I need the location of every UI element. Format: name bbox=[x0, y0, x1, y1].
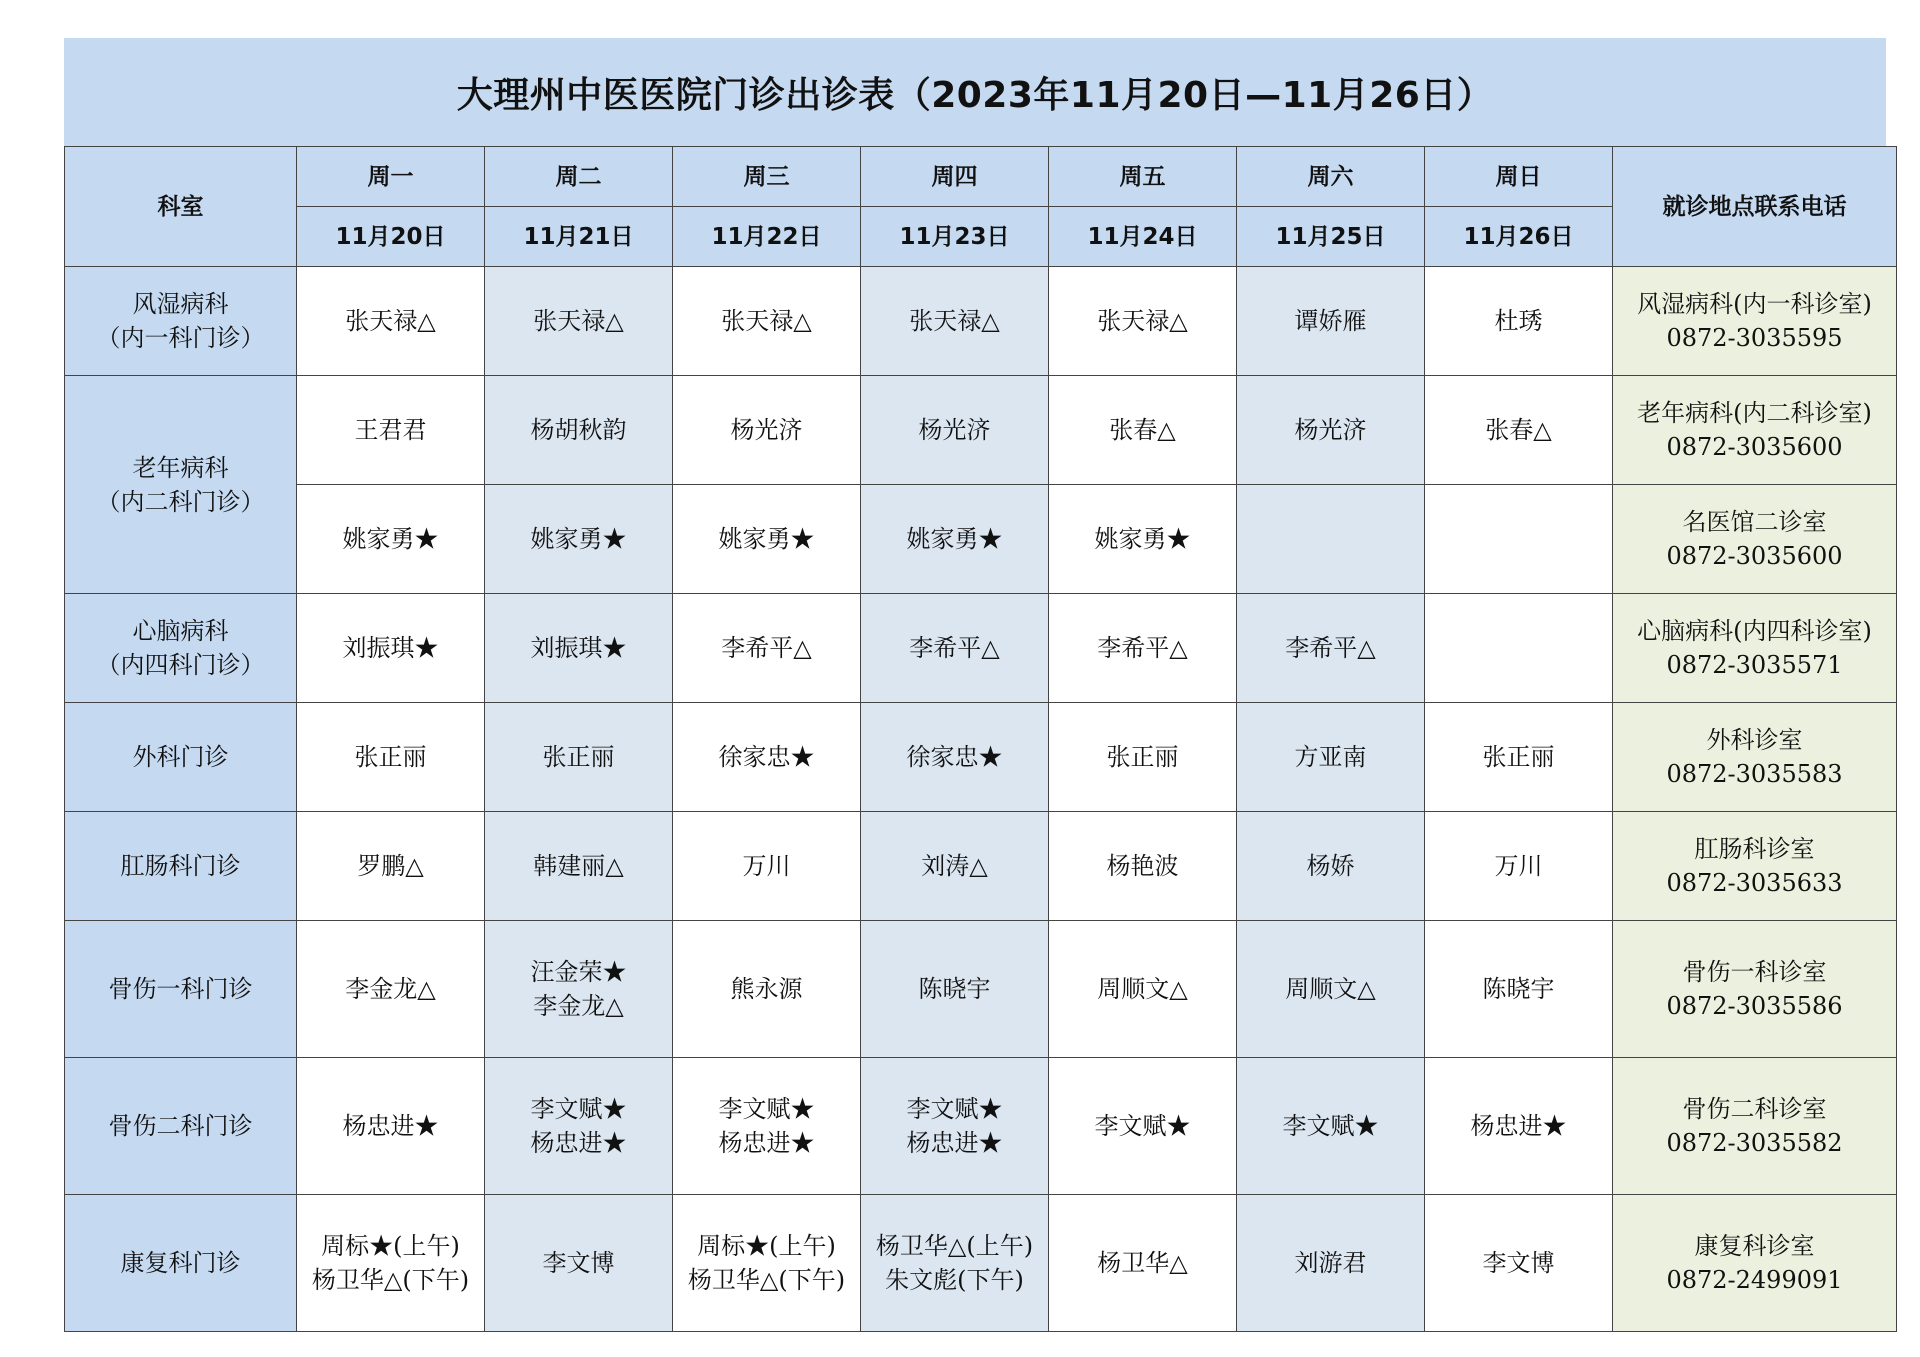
table-row bbox=[65, 1195, 1897, 1332]
doctor-cell bbox=[1237, 376, 1425, 485]
doctor-cell bbox=[297, 485, 485, 594]
doctor-cell bbox=[1049, 267, 1237, 376]
doctor-cell-text: 李希平△ bbox=[909, 634, 1000, 662]
doctor-cell-text: 熊永源 bbox=[730, 975, 803, 1003]
doctor-cell-text: 刘游君 bbox=[1294, 1249, 1367, 1277]
doctor-cell bbox=[297, 267, 485, 376]
doctor-cell-text: 杨光济 bbox=[1294, 416, 1367, 444]
doctor-cell bbox=[1049, 376, 1237, 485]
header-dept: 科室 bbox=[65, 147, 297, 267]
doctor-cell-text: 姚家勇★ bbox=[342, 525, 439, 553]
doctor-cell bbox=[485, 485, 673, 594]
contact-cell-text: 0872-3035583 bbox=[1666, 760, 1843, 788]
table-row bbox=[65, 267, 1897, 376]
header-date: 11月24日 bbox=[1049, 207, 1237, 267]
doctor-cell bbox=[1237, 594, 1425, 703]
doctor-cell bbox=[673, 267, 861, 376]
doctor-cell bbox=[297, 1058, 485, 1195]
doctor-cell bbox=[673, 1058, 861, 1195]
doctor-cell-text: 张天禄△ bbox=[721, 307, 812, 335]
doctor-cell bbox=[673, 594, 861, 703]
contact-cell-text: 0872-3035600 bbox=[1666, 433, 1843, 461]
table-row bbox=[65, 594, 1897, 703]
doctor-cell bbox=[1237, 485, 1425, 594]
doctor-cell-text: 张正丽 bbox=[1106, 743, 1179, 771]
schedule-table bbox=[64, 146, 1897, 1332]
doctor-cell-text: 方亚南 bbox=[1294, 743, 1367, 771]
doctor-cell bbox=[1049, 921, 1237, 1058]
doctor-cell-text: 刘涛△ bbox=[921, 852, 988, 880]
doctor-cell bbox=[1049, 485, 1237, 594]
doctor-cell-text: 李希平△ bbox=[1097, 634, 1188, 662]
doctor-cell-text: 谭娇雁 bbox=[1294, 307, 1367, 335]
table-row bbox=[65, 812, 1897, 921]
doctor-cell-text: 姚家勇★ bbox=[530, 525, 627, 553]
doctor-cell-text: 罗鹏△ bbox=[357, 852, 424, 880]
doctor-cell bbox=[1425, 267, 1613, 376]
doctor-cell bbox=[485, 703, 673, 812]
doctor-cell-text: 朱文彪(下午) bbox=[885, 1266, 1024, 1294]
dept-cell-text: （内四科门诊） bbox=[96, 651, 265, 679]
header-date: 11月23日 bbox=[861, 207, 1049, 267]
doctor-cell-text: 李文赋★ bbox=[1282, 1112, 1379, 1140]
doctor-cell-text: 刘振琪★ bbox=[530, 634, 627, 662]
doctor-cell bbox=[1049, 703, 1237, 812]
doctor-cell bbox=[673, 485, 861, 594]
doctor-cell-text: 李文博 bbox=[1482, 1249, 1555, 1277]
dept-cell bbox=[65, 812, 297, 921]
doctor-cell bbox=[485, 1058, 673, 1195]
doctor-cell-text: 杨卫华△(下午) bbox=[687, 1266, 846, 1294]
contact-cell bbox=[1613, 594, 1897, 703]
table-row bbox=[65, 485, 1897, 594]
doctor-cell bbox=[1049, 812, 1237, 921]
contact-cell-text: 老年病科(内二科诊室) bbox=[1637, 399, 1872, 427]
doctor-cell bbox=[1237, 921, 1425, 1058]
doctor-cell-text: 万川 bbox=[742, 852, 791, 880]
doctor-cell bbox=[1425, 812, 1613, 921]
doctor-cell bbox=[673, 1195, 861, 1332]
doctor-cell bbox=[485, 376, 673, 485]
dept-cell-text: 风湿病科 bbox=[132, 290, 229, 318]
doctor-cell bbox=[297, 703, 485, 812]
contact-cell-text: 0872-3035582 bbox=[1666, 1129, 1843, 1157]
dept-cell-text: 康复科门诊 bbox=[120, 1249, 241, 1277]
doctor-cell-text: 姚家勇★ bbox=[718, 525, 815, 553]
doctor-cell bbox=[297, 812, 485, 921]
doctor-cell bbox=[1425, 703, 1613, 812]
contact-cell-text: 0872-3035586 bbox=[1666, 992, 1843, 1020]
doctor-cell-text: 杨光济 bbox=[918, 416, 991, 444]
doctor-cell-text: 李金龙△ bbox=[533, 992, 624, 1020]
doctor-cell-text: 韩建丽△ bbox=[533, 852, 624, 880]
doctor-cell bbox=[861, 376, 1049, 485]
contact-cell-text: 外科诊室 bbox=[1706, 726, 1803, 754]
contact-cell-text: 0872-3035571 bbox=[1666, 651, 1843, 679]
doctor-cell-text: 杨忠进★ bbox=[530, 1129, 627, 1157]
header-date: 11月22日 bbox=[673, 207, 861, 267]
contact-cell-text: 0872-3035600 bbox=[1666, 542, 1843, 570]
doctor-cell bbox=[673, 376, 861, 485]
doctor-cell-text: 杨忠进★ bbox=[1470, 1112, 1567, 1140]
header-date: 11月26日 bbox=[1425, 207, 1613, 267]
doctor-cell bbox=[1425, 1058, 1613, 1195]
table-row bbox=[65, 703, 1897, 812]
contact-cell bbox=[1613, 812, 1897, 921]
header-date: 11月20日 bbox=[297, 207, 485, 267]
doctor-cell-text: 李文赋★ bbox=[530, 1095, 627, 1123]
doctor-cell bbox=[297, 1195, 485, 1332]
doctor-cell-text: 杨忠进★ bbox=[906, 1129, 1003, 1157]
doctor-cell bbox=[861, 703, 1049, 812]
doctor-cell-text: 姚家勇★ bbox=[906, 525, 1003, 553]
doctor-cell bbox=[1237, 703, 1425, 812]
doctor-cell-text: 张春△ bbox=[1485, 416, 1552, 444]
doctor-cell-text: 张天禄△ bbox=[1097, 307, 1188, 335]
doctor-cell-text: 李文博 bbox=[542, 1249, 615, 1277]
doctor-cell-text: 张正丽 bbox=[354, 743, 427, 771]
doctor-cell bbox=[297, 376, 485, 485]
doctor-cell-text: 万川 bbox=[1494, 852, 1543, 880]
header-weekday: 周日 bbox=[1425, 147, 1613, 207]
doctor-cell-text: 张春△ bbox=[1109, 416, 1176, 444]
doctor-cell-text: 周标★(上午) bbox=[697, 1232, 836, 1260]
dept-cell bbox=[65, 703, 297, 812]
doctor-cell bbox=[485, 1195, 673, 1332]
doctor-cell-text: 姚家勇★ bbox=[1094, 525, 1191, 553]
contact-cell-text: 肛肠科诊室 bbox=[1694, 835, 1815, 863]
contact-cell bbox=[1613, 267, 1897, 376]
contact-cell-text: 0872-2499091 bbox=[1666, 1266, 1843, 1294]
doctor-cell-text: 杨光济 bbox=[730, 416, 803, 444]
doctor-cell-text: 陈晓宇 bbox=[1482, 975, 1555, 1003]
doctor-cell-text: 王君君 bbox=[354, 416, 427, 444]
contact-cell-text: 风湿病科(内一科诊室) bbox=[1637, 290, 1872, 318]
contact-cell-text: 骨伤一科诊室 bbox=[1682, 958, 1827, 986]
page-title: 大理州中医医院门诊出诊表（2023年11月20日—11月26日） bbox=[64, 38, 1886, 146]
doctor-cell bbox=[1237, 812, 1425, 921]
doctor-cell bbox=[1237, 267, 1425, 376]
doctor-cell bbox=[861, 921, 1049, 1058]
doctor-cell bbox=[861, 1195, 1049, 1332]
doctor-cell-text: 张天禄△ bbox=[533, 307, 624, 335]
doctor-cell-text: 李文赋★ bbox=[718, 1095, 815, 1123]
dept-cell bbox=[65, 921, 297, 1058]
dept-cell-text: （内一科门诊） bbox=[96, 324, 265, 352]
table-row bbox=[65, 376, 1897, 485]
doctor-cell-text: 杨艳波 bbox=[1106, 852, 1179, 880]
doctor-cell bbox=[1049, 1058, 1237, 1195]
doctor-cell-text: 张正丽 bbox=[1482, 743, 1555, 771]
doctor-cell bbox=[861, 1058, 1049, 1195]
doctor-cell bbox=[485, 812, 673, 921]
doctor-cell-text: 杨忠进★ bbox=[342, 1112, 439, 1140]
doctor-cell bbox=[1425, 594, 1613, 703]
header-weekday: 周三 bbox=[673, 147, 861, 207]
contact-cell-text: 0872-3035633 bbox=[1666, 869, 1843, 897]
dept-cell-text: 骨伤二科门诊 bbox=[108, 1112, 253, 1140]
doctor-cell-text: 李文赋★ bbox=[906, 1095, 1003, 1123]
doctor-cell-text: 李文赋★ bbox=[1094, 1112, 1191, 1140]
doctor-cell-text: 张天禄△ bbox=[909, 307, 1000, 335]
doctor-cell bbox=[861, 485, 1049, 594]
doctor-cell-text: 刘振琪★ bbox=[342, 634, 439, 662]
doctor-cell bbox=[861, 812, 1049, 921]
doctor-cell bbox=[1237, 1195, 1425, 1332]
contact-cell bbox=[1613, 1195, 1897, 1332]
doctor-cell-text: 杨胡秋韵 bbox=[530, 416, 627, 444]
doctor-cell-text: 张正丽 bbox=[542, 743, 615, 771]
doctor-cell-text: 杨卫华△(下午) bbox=[311, 1266, 470, 1294]
header-weekday: 周六 bbox=[1237, 147, 1425, 207]
contact-cell bbox=[1613, 921, 1897, 1058]
doctor-cell bbox=[297, 921, 485, 1058]
contact-cell-text: 康复科诊室 bbox=[1694, 1232, 1815, 1260]
contact-cell-text: 0872-3035595 bbox=[1666, 324, 1843, 352]
doctor-cell bbox=[673, 703, 861, 812]
header-date: 11月21日 bbox=[485, 207, 673, 267]
doctor-cell-text: 李希平△ bbox=[1285, 634, 1376, 662]
doctor-cell-text: 周顺文△ bbox=[1097, 975, 1188, 1003]
doctor-cell bbox=[673, 812, 861, 921]
header-weekday: 周四 bbox=[861, 147, 1049, 207]
doctor-cell-text: 徐家忠★ bbox=[718, 743, 815, 771]
contact-cell bbox=[1613, 376, 1897, 485]
dept-cell-text: 心脑病科 bbox=[132, 617, 229, 645]
header-weekday: 周一 bbox=[297, 147, 485, 207]
doctor-cell-text: 李金龙△ bbox=[345, 975, 436, 1003]
doctor-cell bbox=[1425, 376, 1613, 485]
doctor-cell bbox=[485, 921, 673, 1058]
doctor-cell bbox=[1425, 1195, 1613, 1332]
contact-cell-text: 心脑病科(内四科诊室) bbox=[1637, 617, 1872, 645]
dept-cell-text: 肛肠科门诊 bbox=[120, 852, 241, 880]
doctor-cell-text: 张天禄△ bbox=[345, 307, 436, 335]
doctor-cell-text: 杜琇 bbox=[1494, 307, 1543, 335]
dept-cell bbox=[65, 376, 297, 594]
doctor-cell-text: 杨忠进★ bbox=[718, 1129, 815, 1157]
doctor-cell bbox=[485, 267, 673, 376]
doctor-cell bbox=[1049, 594, 1237, 703]
doctor-cell-text: 徐家忠★ bbox=[906, 743, 1003, 771]
contact-cell-text: 骨伤二科诊室 bbox=[1682, 1095, 1827, 1123]
contact-cell bbox=[1613, 485, 1897, 594]
dept-cell bbox=[65, 267, 297, 376]
dept-cell-text: （内二科门诊） bbox=[96, 487, 265, 516]
doctor-cell-text: 杨娇 bbox=[1306, 852, 1355, 880]
doctor-cell-text: 周标★(上午) bbox=[321, 1232, 460, 1260]
doctor-cell bbox=[297, 594, 485, 703]
table-row bbox=[65, 921, 1897, 1058]
dept-cell-text: 老年病科 bbox=[132, 453, 229, 482]
header-weekday: 周五 bbox=[1049, 147, 1237, 207]
doctor-cell-text: 杨卫华△ bbox=[1097, 1249, 1188, 1277]
contact-cell bbox=[1613, 703, 1897, 812]
header-date: 11月25日 bbox=[1237, 207, 1425, 267]
doctor-cell bbox=[1425, 921, 1613, 1058]
doctor-cell-text: 杨卫华△(上午) bbox=[875, 1232, 1034, 1260]
doctor-cell bbox=[1049, 1195, 1237, 1332]
dept-cell bbox=[65, 594, 297, 703]
header-weekday: 周二 bbox=[485, 147, 673, 207]
doctor-cell bbox=[861, 267, 1049, 376]
header-contact: 就诊地点联系电话 bbox=[1613, 147, 1897, 267]
dept-cell bbox=[65, 1195, 297, 1332]
contact-cell-text: 名医馆二诊室 bbox=[1682, 508, 1827, 536]
dept-cell-text: 骨伤一科门诊 bbox=[108, 975, 253, 1003]
doctor-cell bbox=[1425, 485, 1613, 594]
dept-cell bbox=[65, 1058, 297, 1195]
schedule-sheet bbox=[64, 38, 1886, 1332]
doctor-cell-text: 汪金荣★ bbox=[530, 958, 627, 986]
contact-cell bbox=[1613, 1058, 1897, 1195]
doctor-cell-text: 李希平△ bbox=[721, 634, 812, 662]
doctor-cell bbox=[1237, 1058, 1425, 1195]
doctor-cell bbox=[861, 594, 1049, 703]
table-row bbox=[65, 1058, 1897, 1195]
doctor-cell bbox=[673, 921, 861, 1058]
dept-cell-text: 外科门诊 bbox=[132, 743, 229, 771]
doctor-cell-text: 陈晓宇 bbox=[918, 975, 991, 1003]
doctor-cell bbox=[485, 594, 673, 703]
doctor-cell-text: 周顺文△ bbox=[1285, 975, 1376, 1003]
